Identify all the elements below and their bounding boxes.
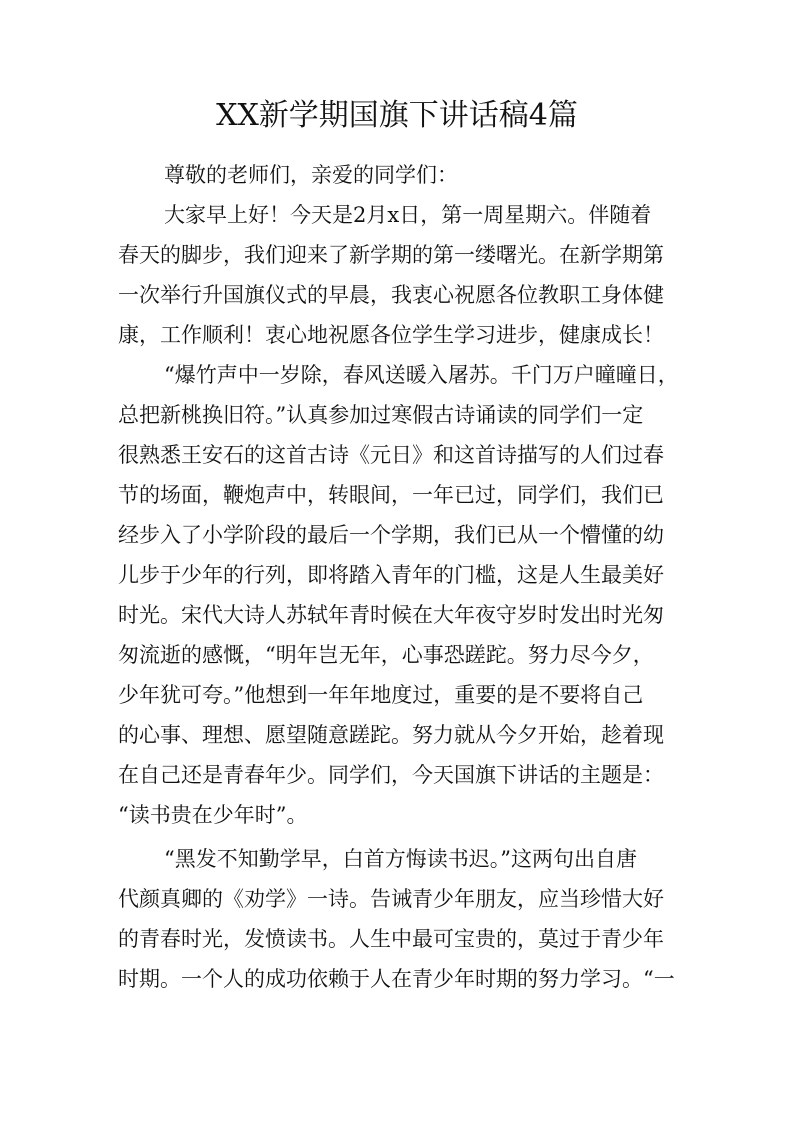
paragraph-line: 大家早上好！今天是2月x日，第一周星期六。伴随着 [164, 203, 652, 227]
paragraph-line: 时期。一个人的成功依赖于人在青少年时期的努力学习。“一 [118, 967, 675, 991]
document-title: XX新学期国旗下讲话稿4篇 [216, 98, 578, 133]
paragraph-line: 总把新桃换旧符。”认真参加过寒假古诗诵读的同学们一定 [118, 403, 644, 427]
paragraph-line: 春天的脚步，我们迎来了新学期的第一缕曙光。在新学期第 [118, 243, 664, 267]
paragraph-line: 一次举行升国旗仪式的早晨，我衷心祝愿各位教职工身体健 [118, 283, 664, 307]
document-body [118, 155, 688, 999]
paragraph-line: 匆流逝的感慨，“明年岂无年，心事恐蹉跎。努力尽今夕， [118, 643, 654, 667]
paragraph-line: 在自己还是青春年少。同学们，今天国旗下讲话的主题是： [118, 763, 664, 787]
paragraph-line: 很熟悉王安石的这首古诗《元日》和这首诗描写的人们过春 [118, 443, 664, 467]
paragraph-line: “读书贵在少年时”。 [118, 803, 308, 827]
paragraph-line: 经步入了小学阶段的最后一个学期，我们已从一个懵懂的幼 [118, 523, 664, 547]
paragraph-line: 少年犹可夸。”他想到一年年地度过，重要的是不要将自己 [118, 683, 644, 707]
paragraph-line: 儿步于少年的行列，即将踏入青年的门槛，这是人生最美好 [118, 563, 664, 587]
paragraph-line: 的青春时光，发愤读书。人生中最可宝贵的，莫过于青少年 [118, 927, 664, 951]
paragraph-line: “爆竹声中一岁除，春风送暖入屠苏。千门万户曈曈日， [164, 363, 679, 387]
paragraph-line: 时光。宋代大诗人苏轼年青时候在大年夜守岁时发出时光匆 [118, 603, 664, 627]
paragraph-line: 尊敬的老师们，亲爱的同学们： [164, 163, 458, 187]
paragraph-line: “黑发不知勤学早，白首方悔读书迟。”这两句出自唐 [164, 847, 637, 871]
paragraph-line: 代颜真卿的《劝学》一诗。告诫青少年朋友，应当珍惜大好 [118, 887, 664, 911]
paragraph-line: 康，工作顺利！衷心地祝愿各位学生学习进步，健康成长！ [118, 323, 664, 347]
paragraph-line: 节的场面，鞭炮声中，转眼间，一年已过，同学们，我们已 [118, 483, 664, 507]
paragraph-line: 的心事、理想、愿望随意蹉跎。努力就从今夕开始，趁着现 [118, 723, 664, 747]
